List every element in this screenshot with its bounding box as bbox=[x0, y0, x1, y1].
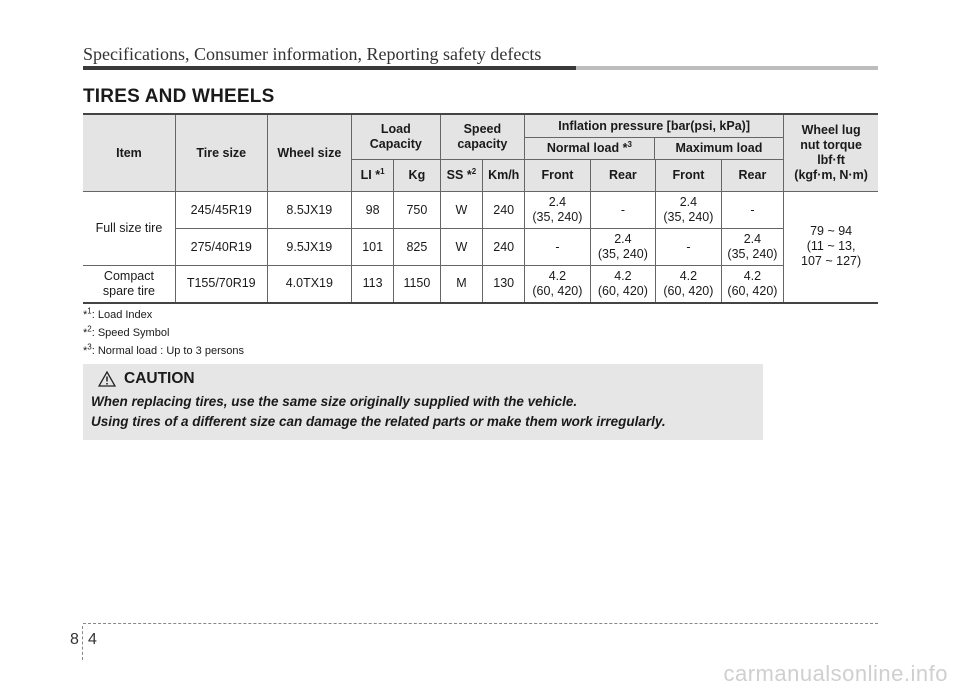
header-normal-load-sup: 3 bbox=[627, 139, 632, 149]
page-number: 4 bbox=[88, 631, 97, 648]
header-kg: Kg bbox=[394, 160, 440, 192]
cell-value: 2.4 bbox=[679, 195, 698, 209]
cell-normal-front bbox=[525, 229, 591, 266]
header-inflation: Inflation pressure [bar(psi, kPa)] bbox=[525, 115, 783, 138]
torque-line2: (11 ~ 13, bbox=[806, 239, 856, 254]
cell-max-front bbox=[656, 229, 722, 266]
header-wheel-lug bbox=[784, 114, 878, 192]
header-speed-capacity bbox=[440, 114, 525, 160]
header-rule bbox=[83, 66, 878, 70]
torque-line3: 107 ~ 127) bbox=[801, 254, 862, 269]
header-ss bbox=[440, 160, 483, 192]
cell-normal-rear bbox=[590, 192, 655, 229]
footnote-text: : Normal load : Up to 3 persons bbox=[91, 345, 244, 357]
header-normal-load bbox=[525, 138, 655, 159]
header-li-text: LI * bbox=[360, 168, 381, 182]
tires-wheels-table bbox=[83, 113, 878, 304]
header-ss-text: SS * bbox=[446, 168, 472, 182]
cell-kg: 750 bbox=[394, 192, 440, 229]
cell-lug-torque bbox=[784, 192, 878, 303]
header-max-rear: Rear bbox=[721, 160, 784, 192]
header-kmh: Km/h bbox=[483, 160, 525, 192]
page-chapter-number: 8 bbox=[70, 631, 79, 648]
cell-ss: W bbox=[440, 192, 483, 229]
cell-kg: 825 bbox=[394, 229, 440, 266]
cell-value-sub: (60, 420) bbox=[532, 283, 583, 298]
cell-kmh: 130 bbox=[483, 266, 525, 303]
section-title: TIRES AND WHEELS bbox=[83, 86, 275, 107]
compact-label-line1: Compact bbox=[103, 268, 154, 283]
cell-kg: 1150 bbox=[394, 266, 440, 303]
header-wheel-size: Wheel size bbox=[267, 114, 351, 192]
torque-line1: 79 ~ 94 bbox=[810, 224, 853, 239]
cell-value: 2.4 bbox=[743, 232, 762, 246]
cell-value: 4.2 bbox=[679, 268, 698, 283]
cell-wheel-size: 4.0TX19 bbox=[267, 266, 351, 303]
header-maximum-load: Maximum load bbox=[675, 141, 763, 155]
footnote-text: : Load Index bbox=[91, 309, 153, 321]
cell-value: 4.2 bbox=[548, 268, 567, 283]
cell-value: - bbox=[686, 239, 691, 254]
page-footer-rule bbox=[83, 623, 878, 624]
cell-value: 2.4 bbox=[548, 195, 567, 209]
header-wheel-lug-line4: (kgf·m, N·m) bbox=[794, 168, 868, 182]
cell-normal-front bbox=[525, 192, 591, 229]
page-number-divider bbox=[82, 626, 83, 660]
caution-box bbox=[83, 364, 763, 440]
header-normal-rear: Rear bbox=[590, 160, 655, 192]
footnote-load-index bbox=[83, 306, 244, 324]
cell-normal-rear bbox=[590, 229, 655, 266]
cell-normal-front bbox=[525, 266, 591, 303]
table-row bbox=[83, 266, 878, 303]
header-li-sup: 1 bbox=[380, 166, 385, 176]
compact-label-line2: spare tire bbox=[102, 283, 155, 298]
footnote-speed-symbol bbox=[83, 324, 244, 342]
cell-value-sub: (60, 420) bbox=[663, 283, 714, 298]
cell-value: 4.2 bbox=[614, 268, 632, 283]
cell-value: - bbox=[620, 202, 625, 217]
table-header-row bbox=[83, 114, 878, 160]
cell-tire-size: T155/70R19 bbox=[175, 266, 267, 303]
cell-value: 4.2 bbox=[743, 268, 762, 283]
header-tire-size: Tire size bbox=[175, 114, 267, 192]
caution-heading bbox=[98, 370, 195, 388]
cell-li: 113 bbox=[352, 266, 394, 303]
cell-max-front bbox=[656, 266, 722, 303]
warning-triangle-icon bbox=[98, 371, 116, 387]
header-li bbox=[352, 160, 394, 192]
cell-kmh: 240 bbox=[483, 192, 525, 229]
cell-wheel-size: 9.5JX19 bbox=[267, 229, 351, 266]
header-wheel-lug-line1: Wheel lug bbox=[801, 123, 861, 137]
cell-tire-size: 245/45R19 bbox=[175, 192, 267, 229]
cell-value-sub: (60, 420) bbox=[597, 283, 648, 298]
footnote-normal-load bbox=[83, 342, 244, 360]
header-speed-capacity-text: Speed capacity bbox=[457, 122, 508, 151]
header-inflation-group bbox=[525, 114, 784, 160]
cell-max-rear bbox=[721, 192, 784, 229]
cell-value-sub: (35, 240) bbox=[727, 247, 778, 261]
footnote-mark: * bbox=[83, 327, 88, 339]
footnotes bbox=[83, 306, 244, 360]
compact-spare-label bbox=[83, 266, 175, 303]
cell-wheel-size: 8.5JX19 bbox=[267, 192, 351, 229]
cell-max-rear bbox=[721, 229, 784, 266]
cell-value-sub: (60, 420) bbox=[727, 283, 778, 298]
cell-max-front bbox=[656, 192, 722, 229]
cell-normal-rear bbox=[590, 266, 655, 303]
caution-line-2: Using tires of a different size can damage the related parts or make them work irregularly. bbox=[91, 414, 666, 429]
cell-value: - bbox=[555, 239, 560, 254]
header-load-capacity-text: Load Capacity bbox=[369, 122, 422, 151]
watermark: carmanualsonline.info bbox=[723, 661, 948, 686]
cell-value-sub: (35, 240) bbox=[597, 247, 648, 261]
cell-ss: M bbox=[440, 266, 483, 303]
cell-kmh: 240 bbox=[483, 229, 525, 266]
cell-li: 101 bbox=[352, 229, 394, 266]
footnote-sup: 3 bbox=[87, 342, 92, 352]
footnote-mark: * bbox=[83, 345, 88, 357]
cell-li: 98 bbox=[352, 192, 394, 229]
header-wheel-lug-line3: lbf·ft bbox=[817, 153, 845, 167]
footnote-sup: 1 bbox=[87, 306, 92, 316]
cell-value-sub: (35, 240) bbox=[663, 210, 714, 224]
header-normal-load-text: Normal load * bbox=[546, 141, 628, 155]
cell-max-rear bbox=[721, 266, 784, 303]
header-normal-front: Front bbox=[525, 160, 591, 192]
table-row bbox=[83, 229, 878, 266]
header-item: Item bbox=[83, 114, 175, 192]
header-max-front: Front bbox=[656, 160, 722, 192]
full-size-tire-label: Full size tire bbox=[83, 192, 175, 266]
caution-line-1: When replacing tires, use the same size originally supplied with the vehicle. bbox=[91, 394, 578, 409]
header-wheel-lug-line2: nut torque bbox=[800, 138, 862, 152]
cell-value: - bbox=[750, 202, 755, 217]
header-ss-sup: 2 bbox=[471, 166, 477, 176]
header-load-capacity bbox=[352, 114, 441, 160]
page-header-title: Specifications, Consumer information, Reporting safety defects bbox=[83, 44, 542, 64]
cell-value: 2.4 bbox=[614, 232, 632, 246]
caution-title: CAUTION bbox=[124, 370, 195, 387]
cell-ss: W bbox=[440, 229, 483, 266]
footnote-text: : Speed Symbol bbox=[91, 327, 170, 339]
footnote-sup: 2 bbox=[87, 324, 92, 334]
footnote-mark: * bbox=[83, 309, 88, 321]
table-row bbox=[83, 192, 878, 229]
cell-value-sub: (35, 240) bbox=[532, 210, 583, 224]
cell-tire-size: 275/40R19 bbox=[175, 229, 267, 266]
